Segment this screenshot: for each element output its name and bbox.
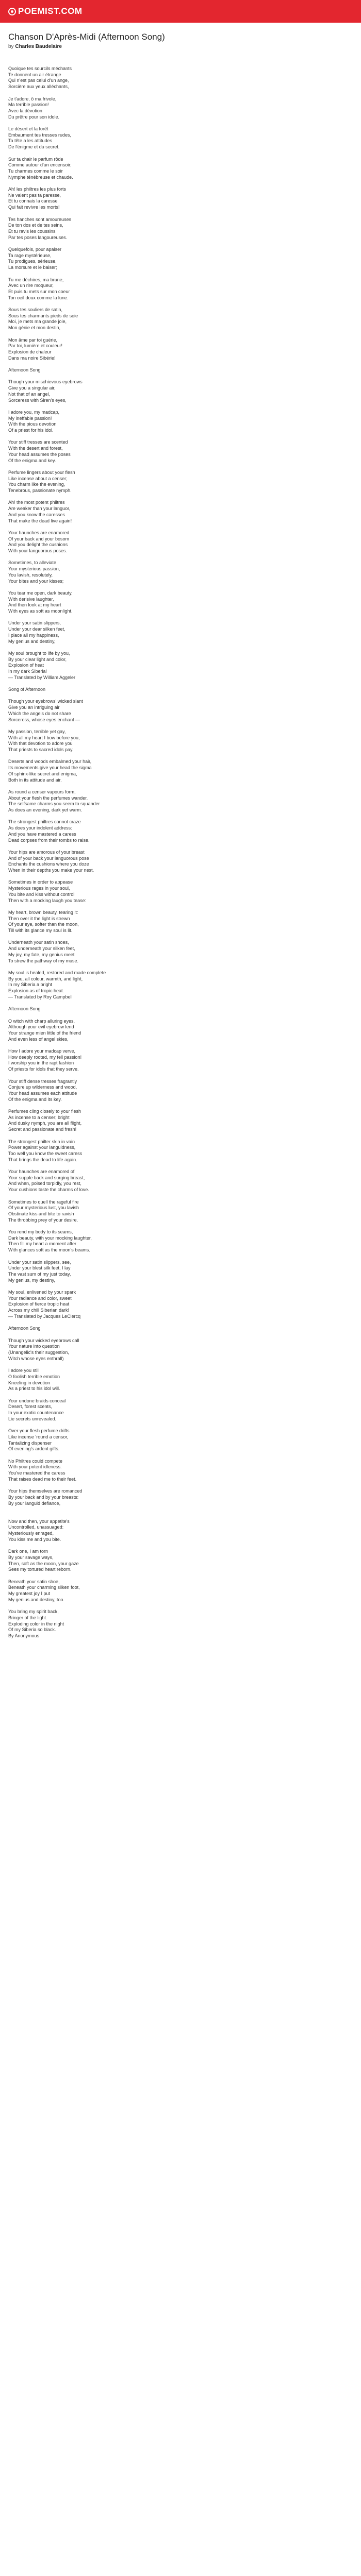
stanza (8, 1079, 349, 1103)
poem-line: As a priest to his idol will. (8, 1386, 60, 1392)
poem-line: Too well you know the sweet caress (8, 1150, 83, 1156)
poem-line: And of your back your languorous pose (8, 855, 89, 861)
poem-line: Your head assumes the poses (8, 451, 71, 457)
stanza (8, 530, 349, 554)
poem-line: Perfume lingers about your flesh (8, 469, 75, 475)
poem-line: Sometimes, to alleviate (8, 560, 57, 566)
poem-line: Ta rage mystérieuse, (8, 252, 52, 258)
poem-line: Tu charmes comme le soir (8, 168, 63, 174)
poem-line: With that devotion to adore you (8, 741, 73, 747)
poem-line: Ton oeil doux comme la lune. (8, 295, 69, 300)
poem-line: Of the enigma and its key. (8, 1096, 62, 1102)
poem-line: Your cushions taste the charms of love. (8, 1187, 89, 1193)
stanza (8, 367, 349, 374)
stanza (8, 699, 349, 723)
poem-line: Tes hanches sont amoureuses (8, 216, 72, 222)
poem-line: In your exotic countenance (8, 1410, 64, 1416)
poem-line: Of your eye, softer than the moon, (8, 922, 79, 927)
poem-line: Now and then, your appetite's (8, 1518, 70, 1524)
poem-content (8, 32, 349, 1645)
poem-line: Explosion de chaleur (8, 349, 52, 354)
poem-line: Your nature into question (8, 1344, 60, 1349)
poem-line: De l'énigme et du secret. (8, 144, 60, 150)
poem-line: Desert, forest scents, (8, 1404, 53, 1410)
poem-line: Both in its attitude and air. (8, 777, 62, 783)
poem-line: Comme autour d'un encensoir; (8, 162, 72, 168)
poem-line: Although your evil eyebrow lend (8, 1024, 74, 1030)
poem-line: — Translated by Jacques LeClercq (8, 1313, 81, 1319)
poem-line: De ton dos et de tes seins, (8, 223, 63, 228)
poem-line: Sorceress with Siren's eyes, (8, 397, 67, 403)
stanza (8, 789, 349, 814)
poem-line: Mysterious rages in your soul, (8, 886, 70, 891)
by-label: by (8, 44, 14, 49)
poem-line: Bringer of the light. (8, 1615, 47, 1620)
poem-line: In my dark Siberia! (8, 669, 47, 674)
stanza (8, 1326, 349, 1332)
poem-line: Though your eyebrows' wicked slant (8, 699, 83, 704)
poem-line: That make the dead live again! (8, 518, 72, 523)
poem-line: Your hips are amorous of your breast (8, 849, 85, 855)
stanza (8, 850, 349, 874)
poem-line: Et puis tu mets sur mon coeur (8, 289, 70, 294)
poem-line: To strew the pathway of my muse. (8, 958, 79, 963)
poem-line: Witch whose eyes enthrall) (8, 1355, 64, 1361)
poem-line: Afternoon Song (8, 367, 41, 372)
stanza (8, 1368, 349, 1392)
poem-line: With the desert and forest, (8, 446, 63, 451)
poem-line: Sous tes charmants pieds de soie (8, 313, 78, 318)
poem-line: By you, all colour, warmth, and light, (8, 976, 83, 981)
poem-line: Of my Siberia so black. (8, 1627, 56, 1633)
poem-line: Of a priest for his idol. (8, 428, 54, 433)
poem-line: Enchants the cushions where you doze (8, 861, 89, 867)
stanza (8, 1006, 349, 1012)
poem-line: The strongest philter skin in vain (8, 1139, 75, 1144)
poem-line: With glances soft as the moon's beams. (8, 1247, 90, 1253)
logo-icon (8, 8, 16, 15)
poem-line: Your undone braids conceal (8, 1398, 66, 1403)
poem-line: Explosion of fierce tropic heat (8, 1301, 70, 1307)
poem-line: And you have mastered a caress (8, 831, 76, 837)
poem-line: O foolish terrible emotion (8, 1374, 60, 1379)
stanza (8, 1048, 349, 1073)
poem-line: The strongest philtres cannot craze (8, 819, 81, 825)
poem-line: And you know the caresses (8, 512, 65, 517)
poem-line: My soul, enlivened by your spark (8, 1290, 76, 1295)
poem-line: Ne valent pas ta paresse, (8, 192, 61, 198)
poem-line: Sorceress, whose eyes enchant — (8, 717, 80, 722)
poem-line: Your head assumes each attitude (8, 1090, 77, 1096)
poem-line: Your hips themselves are romanced (8, 1488, 83, 1494)
poem-line: Je t'adore, ô ma frivole, (8, 96, 57, 101)
poem-line: Sur ta chair le parfum rôde (8, 156, 63, 162)
poem-line: And you delight the cushions (8, 542, 68, 548)
poem-line: Lie secrets unrevealed. (8, 1416, 57, 1421)
poem-line: That priests to sacred idols pay. (8, 747, 74, 753)
poem-line: Though your wicked eyebrows call (8, 1337, 79, 1343)
poem-line: Sous tes souliers de satin, (8, 307, 63, 312)
poem-line: Sometimes to quell the rageful fire (8, 1199, 79, 1205)
poem-line: Dead corpses from their tombs to raise. (8, 837, 90, 843)
stanza (8, 1290, 349, 1320)
poem-line: Mon âme par toi guérie, (8, 337, 58, 343)
poem-line: Conjure up wilderness and wood, (8, 1084, 77, 1090)
stanza (8, 560, 349, 584)
stanza (8, 1519, 349, 1543)
poem-line: O witch with charp alluring eyes, (8, 1018, 75, 1024)
poem-line: About your flesh the perfumes wander. (8, 795, 88, 801)
poem-line: I worship you in the rapt fashion (8, 1060, 74, 1066)
poem-line: Beneath your satin shoe, (8, 1579, 60, 1584)
poem-line: Of evening's ardent gifts. (8, 1446, 60, 1452)
stanza (8, 277, 349, 301)
stanza (8, 337, 349, 362)
poem-line: Then, soft as the moon, your gaze (8, 1561, 79, 1566)
stanza (8, 187, 349, 211)
poem-line: Mon génie et mon destin, (8, 325, 61, 331)
poem-line: Du prêtre pour son idole. (8, 114, 60, 120)
poem-line: The vast sum of my just today, (8, 1271, 71, 1277)
byline (8, 43, 349, 50)
poem-line: As does your indolent address: (8, 825, 72, 831)
poem-line: Till with its glance my soul is lit. (8, 928, 73, 934)
site-logo[interactable]: POEMIST.COM (18, 6, 83, 16)
poem-line: In my Siberia a bright (8, 982, 53, 988)
stanza (8, 66, 349, 90)
poem-line: With your languorous poses. (8, 548, 68, 553)
poem-line: (Unangelic's their suggestion, (8, 1350, 69, 1355)
stanza (8, 620, 349, 645)
poem-line: La morsure et le baiser; (8, 265, 57, 270)
stanza (8, 1579, 349, 1603)
poem-line: Avec la dévotion (8, 108, 42, 113)
poem-line: Your stiff dense tresses fragrantly (8, 1078, 77, 1084)
poem-line: Your stiff tresses are scented (8, 439, 68, 445)
poem-line: You bring my spirit back, (8, 1609, 59, 1615)
poem-line: Though your mischievous eyebrows (8, 379, 83, 385)
poem-line: By your languid defiance, (8, 1500, 61, 1506)
poem-line: As does an evening, dark yet warm. (8, 807, 83, 813)
poem-line: Like incense about a censer; (8, 476, 68, 481)
poem-line: Across my chill Siberian dark! (8, 1308, 70, 1313)
poem-line: Nymphe ténébreuse et chaude. (8, 174, 73, 180)
poem-line: Mysteriously enraged, (8, 1531, 54, 1536)
stanza (8, 247, 349, 271)
stanza (8, 910, 349, 934)
poem-line: Embaument tes tresses rudes, (8, 132, 72, 138)
stanza (8, 157, 349, 181)
poem-line: You've mastered the caress (8, 1470, 65, 1476)
poem-line: Of your mysterious lust, you lavish (8, 1205, 79, 1211)
poem-line: Tu prodigues, sérieuse, (8, 259, 57, 264)
poem-line: My genius and destiny, too. (8, 1597, 64, 1602)
poem-line: You kiss me and you bite. (8, 1536, 61, 1542)
poem-line: And underneath your silken feet, (8, 946, 75, 952)
stanza (8, 590, 349, 615)
stanza (8, 96, 349, 121)
stanza (8, 687, 349, 693)
poem-line: And then look at my heart (8, 602, 61, 608)
poem-line: Tantalizing dispenser (8, 1440, 52, 1446)
poem-line: Under your dear silken feet, (8, 626, 65, 632)
site-header (0, 0, 361, 23)
poem-line: Of your back and your bosom (8, 536, 70, 541)
poem-line: That raises dead me to their feet. (8, 1476, 77, 1482)
poem-line: When in their depths you make your nest. (8, 868, 94, 873)
poem-line: Moi, je mets ma grande joie, (8, 319, 67, 325)
poem-line: Le désert et la forêt (8, 126, 48, 131)
stanza (8, 1609, 349, 1639)
stanza (8, 729, 349, 753)
poem-line: Of sphinx-like secret and enigma, (8, 771, 77, 776)
poem-line: Ta tête a les attitudes (8, 138, 53, 144)
poem-line: Sometimes in order to appease (8, 879, 73, 885)
stanza (8, 1428, 349, 1452)
poem-line: That brings the dead to life again. (8, 1157, 77, 1162)
poem-line: Ah! les philtres les plus forts (8, 187, 67, 192)
poem-line: Uncontrolled, unassuaged: (8, 1524, 64, 1530)
poem-line: Qui n'est pas celui d'un ange, (8, 78, 69, 83)
poem-line: — Translated by Roy Campbell (8, 994, 73, 999)
poem-line: Your mysterious passion, (8, 566, 60, 572)
poem-line: I adore you, my madcap, (8, 409, 60, 415)
poem-line: Afternoon Song (8, 1326, 41, 1331)
poem-line: Avec un rire moqueur, (8, 283, 54, 289)
poem-line (8, 1506, 349, 1513)
stanza (8, 126, 349, 150)
poem-line: By your back and by your breasts: (8, 1494, 79, 1500)
poem-line: My genius, my destiny, (8, 1277, 55, 1283)
poem-line: Your supple back and surging breast, (8, 1175, 85, 1180)
poem-body (8, 66, 349, 1639)
stanza (8, 410, 349, 434)
poem-line: How deeply rooted, my fell passion! (8, 1054, 82, 1060)
stanza (8, 940, 349, 964)
poem-line: Sees my tortured heart reborn. (8, 1567, 72, 1572)
poem-line: My joy, my fate, my genius meet (8, 952, 75, 957)
poem-line: Exploding color in the night (8, 1621, 64, 1626)
stanza (8, 1199, 349, 1224)
stanza (8, 1229, 349, 1253)
stanza (8, 1338, 349, 1362)
stanza (8, 1019, 349, 1043)
poem-line: Your haunches are enamored (8, 530, 70, 535)
stanza (8, 307, 349, 331)
poem-line: Like incense 'round a censor, (8, 1434, 69, 1439)
poem-line: Explosion as of tropic heat. (8, 988, 64, 994)
poem-line: Give you an intriguing air (8, 705, 60, 710)
poem-line: My greatest joy I put (8, 1591, 51, 1597)
poem-line: With derisive laughter, (8, 596, 54, 602)
poem-line: Obstinate kiss and bite to ravish (8, 1211, 74, 1216)
poem-line: Afternoon Song (8, 1006, 41, 1012)
poem-line: You charm like the evening, (8, 482, 65, 487)
stanza (8, 1260, 349, 1284)
poem-line: Te donnent un air étrange (8, 72, 61, 77)
poem-line: Kneeling in devotion (8, 1380, 51, 1385)
poem-line: Then over it the light is strewn (8, 916, 70, 921)
stanza (8, 217, 349, 241)
stanza (8, 1109, 349, 1133)
poem-line: By your savage ways, (8, 1554, 54, 1560)
poem-line: Dans ma noire Sibérie! (8, 355, 56, 361)
poem-line: I adore you still (8, 1368, 40, 1374)
stanza (8, 470, 349, 494)
poem-line: You rend my body to its seams, (8, 1229, 73, 1235)
poem-title: Chanson D'Après-Midi (Afternoon Song) (8, 32, 165, 42)
poem-line: Par tes poses langoureuses. (8, 234, 68, 240)
poem-line: Song of Afternoon (8, 687, 46, 692)
poem-line: By Anonymous (8, 1633, 40, 1638)
poem-line: With your potent idleness: (8, 1464, 62, 1470)
author-name: Charles Baudelaire (15, 44, 62, 49)
poem-line: The selfsame charms you seem to squander (8, 801, 100, 807)
poem-line: Tenebrous, passionate nymph. (8, 488, 72, 493)
poem-line: My ineffable passion! (8, 415, 52, 421)
poem-line: And even less of angel skies, (8, 1036, 69, 1042)
stanza (8, 1398, 349, 1422)
poem-line: Under your satin slippers, see, (8, 1259, 71, 1265)
poem-line: My passion, terrible yet gay, (8, 728, 66, 734)
stanza (8, 759, 349, 783)
poem-line: Over your flesh perfume drifts (8, 1428, 70, 1434)
poem-line: With eyes as soft as moonlight. (8, 608, 73, 614)
poem-line: And when, poised torpidly, you rest, (8, 1181, 81, 1187)
poem-line: No Philtres could compete (8, 1458, 63, 1464)
poem-line: Underneath your satin shoes, (8, 940, 69, 945)
poem-line: Perfumes cling closely to your flesh (8, 1109, 81, 1114)
stanza (8, 500, 349, 524)
poem-line: Then with a mocking laugh you tease: (8, 897, 87, 903)
poem-line: Which the angels do not share (8, 710, 71, 716)
poem-line: Ah! the most potent philtres (8, 500, 65, 505)
poem-line: Your radiance and color, sweet (8, 1295, 72, 1301)
poem-line: Quoique tes sourcils méchants (8, 66, 72, 71)
poem-line: Quelquefois, pour apaiser (8, 247, 62, 252)
poem-line: Dark one, I am torn (8, 1549, 48, 1554)
poem-line: And dusky nymph, you are all flight, (8, 1121, 82, 1126)
poem-line: You bite and kiss without control (8, 891, 75, 897)
poem-line: My soul brought to life by you, (8, 650, 70, 656)
poem-line: How I adore your madcap verve, (8, 1048, 76, 1054)
poem-line: You lavish, resolutely, (8, 572, 53, 578)
poem-line: Dark beauty, with your mocking laughter, (8, 1235, 92, 1241)
poem-line: Give you a singular air, (8, 385, 56, 391)
poem-line: My genius and destiny, (8, 638, 56, 644)
poem-line: Et tu connais la caresse (8, 198, 58, 204)
poem-line: Your bites and your kisses; (8, 578, 64, 584)
poem-line: Power against your languidness, (8, 1145, 76, 1150)
stanza (8, 1459, 349, 1483)
stanza (8, 970, 349, 1001)
poem-line: Et tu ravis les coussins (8, 228, 56, 234)
stanza (8, 439, 349, 464)
poem-line: Then fill my heart a moment after (8, 1241, 77, 1247)
poem-line: My soul is healed, restored and made complete (8, 970, 106, 975)
stanza (8, 1488, 349, 1513)
stanza (8, 651, 349, 681)
stanza (8, 1549, 349, 1573)
poem-line: Par toi, lumière et couleur! (8, 343, 63, 349)
poem-line: Its movements give your head the sigma (8, 765, 92, 771)
poem-line: Your haunches are enamored of (8, 1169, 75, 1175)
poem-line: Under your satin slippers, (8, 620, 61, 626)
poem-line: As incense to a censer; bright (8, 1114, 70, 1120)
poem-line: Deserts and woods embalmed your hair, (8, 759, 92, 765)
poem-line: Explosion of heat (8, 663, 44, 668)
poem-line: The throbbing prey of your desire. (8, 1217, 78, 1223)
poem-line: Beneath your charming silken foot, (8, 1585, 80, 1590)
poem-line: Your strange mien little of the friend (8, 1030, 81, 1036)
poem-line: As round a censer vapours form, (8, 789, 76, 794)
poem-line: Tu me déchires, ma brune, (8, 277, 64, 282)
poem-line: Sorcière aux yeux alléchants, (8, 84, 69, 90)
poem-line: Not that of an angel, (8, 391, 51, 397)
stanza (8, 879, 349, 904)
poem-line: You tear me open, dark beauty, (8, 590, 73, 596)
poem-line: Qui fait revivre les morts! (8, 205, 60, 210)
poem-line: I place all my happiness, (8, 632, 59, 638)
stanza (8, 1169, 349, 1193)
poem-line: Of the enigma and key. (8, 457, 56, 463)
poem-line: With the pious devotion (8, 421, 57, 427)
stanza (8, 1139, 349, 1163)
poem-line: My heart, brown beauty, tearing it: (8, 909, 78, 915)
poem-line: — Translated by William Aggeler (8, 674, 76, 680)
stanza (8, 819, 349, 843)
poem-line: Secret and passionate and fresh! (8, 1127, 77, 1132)
poem-line: By your clear light and color, (8, 656, 67, 662)
poem-line: Under your blest silk feet, I lay (8, 1265, 71, 1271)
poem-line: Of priests for idols that they serve. (8, 1066, 79, 1072)
poem-line: Are weaker than your languor, (8, 506, 71, 512)
poem-line: With all my heart I bow before you, (8, 735, 80, 740)
stanza (8, 379, 349, 403)
poem-line: Ma terrible passion! (8, 102, 49, 108)
